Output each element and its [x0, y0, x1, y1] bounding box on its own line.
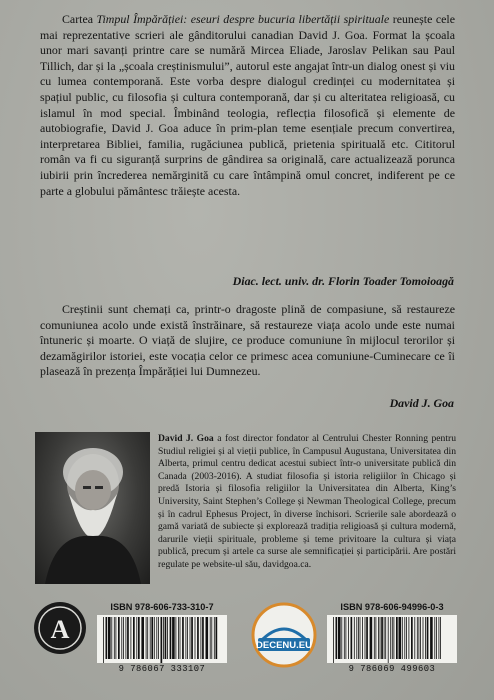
- review-signature: Diac. lect. univ. dr. Florin Toader Tomoioagă: [232, 274, 454, 288]
- isbn-barcode-left: [93, 602, 231, 676]
- quote-signature: David J. Goa: [389, 396, 454, 410]
- author-bio-text: a fost director fondator al Centrului Chester Ronning pentru Studiul religiei și al vieții publice, în Campusul Augustana, Universitatea din Alberta, primul centru dedicat acestui subiect într-o universitate publică din Canada (2003-2016). A studiat filosofia și istoria religiilor în Chicago și predă Istoria și filosofia religiilor la Universitatea din Alberta, King’s University, Saint Stephen’s College și Newman Theological College, precum și în cadrul Ephesus Project, în diverse închisori. Scrierile sale abordează o gamă variată de subiecte și explorează tradiția religioasă și cultura modernă, darurile vieții spirituale, probleme și teme privitoare la cultura și viața publică, precum și artele ca surse ale semnificației și participării. Are postări regulate pe website-ul său, davidgoa.ca.: [158, 433, 457, 570]
- author-photo: [35, 432, 150, 584]
- decenu-logo-icon: [248, 602, 320, 668]
- quote-paragraph: Creștinii sunt chemați ca, printr-o dragoste plină de compasiune, să restaureze comuniunea acolo unde există înstrăinare, să restaureze viața acolo unde este numai întuneric și moarte. O viață de slujire, ce produce comuniune în mijlocul terorilor și dezamăgirilor istoriei, este vocația celor ce primesc acea comuniune-Cuminecare ce îi plasează în prezența Împărăției lui Dumnezeu.: [40, 302, 455, 379]
- review-intro: Cartea: [62, 12, 97, 26]
- publisher-a-logo-icon: [32, 600, 88, 656]
- review-body: reunește cele mai reprezentative scrieri ale gânditorului canadian David J. Goa. Format la școala unor mari savanți printre care se numără Mircea Eliade, Jaroslav Pelikan sau Paul Tillich, dar și la „școala creștinismului”, autorul este angajat într-un dialog onest și viu cu lumea contemporană. Este vorba despre dialogul credinței cu modernitatea și spațiul public, cu filosofia și cultura contemporană, dar și cu alteritatea religioasă, cu islamul în mod special. Îmbinând teologia, reflecția filosofică și elemente de autobiografie, David J. Goa aduce în prim-plan teme esențiale precum convertirea, interpretarea Bibliei, familia, rugăciunea publică, prietenia spirituală etc. Cititorul român va fi cu siguranță surprins de gândirea sa originală, care actualizează porunca iubirii prin încrederea nemărginită cu care întâmpină omul concret, indiferent pe ce parte a globului pământesc trăiește acesta.: [40, 12, 456, 198]
- isbn-digits-left: 9 786067 333107: [118, 664, 206, 674]
- barcode-bars-right-icon: [327, 615, 457, 663]
- publisher-logo-left: [32, 600, 88, 656]
- isbn-label-left: ISBN 978-606-733-310-7: [110, 602, 214, 612]
- author-bio: [158, 433, 456, 572]
- isbn-label-right: ISBN 978-606-94996-0-3: [340, 602, 444, 612]
- logo-text: DECENU.EU: [256, 640, 312, 651]
- logo-letters: A: [50, 615, 70, 644]
- barcode-bars-left-icon: [97, 615, 227, 663]
- review-paragraph: [40, 12, 455, 199]
- isbn-barcode-right: [323, 602, 461, 676]
- publisher-logo-right: [248, 602, 320, 668]
- author-name: David J. Goa: [158, 433, 214, 444]
- author-portrait-icon: [35, 432, 150, 584]
- isbn-digits-right: 9 786069 499603: [348, 664, 436, 674]
- book-title: Timpul Împărăției: eseuri despre bucuria libertății spirituale: [96, 12, 390, 26]
